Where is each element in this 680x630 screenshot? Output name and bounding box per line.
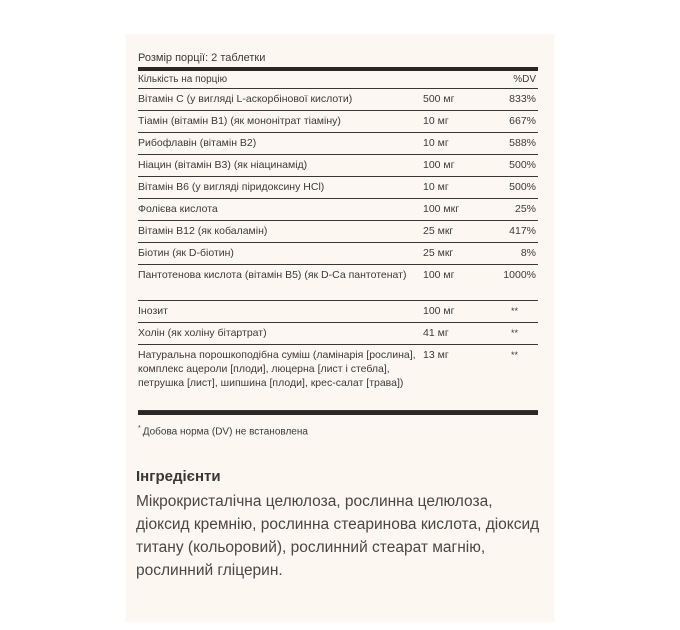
- table-row: [138, 265, 538, 301]
- nutrient-dv: 500%: [509, 181, 536, 193]
- nutrient-name: Інозит: [138, 305, 168, 317]
- nutrient-name: Рибофлавін (вітамін В2): [138, 137, 257, 149]
- nutrient-amount: 100 мг: [423, 305, 455, 317]
- nutrient-name: Натуральна порошкоподібна суміш (ламінарія [рослина], комплекс ацероли [плоди], люцерна [лист і стебла], петрушка [лист], шипшина [плоди], крес-салат [трава]): [138, 349, 416, 389]
- table-header: [138, 71, 538, 89]
- nutrient-dv: 417%: [509, 225, 536, 237]
- nutrient-name: Ніацин (вітамін В3) (як ніацинамід): [138, 159, 308, 171]
- nutrient-amount: 25 мкг: [423, 225, 454, 237]
- supplement-facts-panel: [126, 34, 554, 622]
- table-row: [138, 221, 538, 243]
- bottom-divider: [138, 411, 538, 415]
- table-row: [138, 111, 538, 133]
- nutrient-name: Пантотенова кислота (вітамін В5) (як D-Са пантотенат): [138, 269, 407, 281]
- nutrient-dv: 667%: [509, 115, 536, 127]
- table-row: [138, 301, 538, 323]
- supplement-facts-table: [138, 51, 538, 437]
- nutrient-name: Вітамін В12 (як кобаламін): [138, 225, 268, 237]
- nutrient-amount: 10 мг: [423, 137, 449, 149]
- amount-per-serving-label: Кількість на порцію: [138, 74, 228, 85]
- nutrient-amount: 500 мг: [423, 93, 455, 105]
- nutrient-name: Вітамін С (у вигляді L-аскорбінової кислоти): [138, 93, 353, 105]
- table-row: [138, 323, 538, 345]
- table-row: [138, 243, 538, 265]
- nutrient-dv: 1000%: [503, 269, 536, 281]
- table-row: [138, 155, 538, 177]
- nutrient-amount: 100 мкг: [423, 203, 460, 215]
- nutrient-amount: 100 мг: [423, 159, 455, 171]
- footnote: [138, 425, 538, 437]
- nutrient-dv: **: [511, 306, 519, 316]
- nutrient-dv: **: [511, 350, 519, 360]
- table-row: [138, 89, 538, 111]
- nutrient-amount: 13 мг: [423, 349, 449, 361]
- ingredients-title: Інгредієнти: [136, 468, 221, 485]
- nutrient-amount: 25 мкг: [423, 247, 454, 259]
- nutrient-dv: **: [511, 328, 519, 338]
- nutrient-amount: 10 мг: [423, 181, 449, 193]
- nutrient-amount: 41 мг: [423, 327, 449, 339]
- table-row: [138, 133, 538, 155]
- nutrient-dv: 25%: [514, 203, 536, 215]
- ingredients-text: Мікрокристалічна целюлоза, рослинна целюлоза, діоксид кремнію, рослинна стеаринова кислота, діоксид титану (кольоровий), рослинний стеарат магнію, рослинний гліцерин.: [136, 493, 540, 579]
- nutrient-name: Тіамін (вітамін В1) (як мононітрат тіаміну): [138, 115, 341, 127]
- table-row: [138, 345, 538, 411]
- nutrient-dv: 500%: [509, 159, 536, 171]
- footnote-text: Добова норма (DV) не встановлена: [142, 426, 308, 438]
- nutrient-name: Фолієва кислота: [138, 203, 218, 215]
- nutrient-dv: 8%: [520, 247, 536, 259]
- nutrient-amount: 100 мг: [423, 269, 455, 281]
- footnote-mark: *: [138, 425, 141, 432]
- nutrient-name: Біотин (як D-біотин): [138, 247, 234, 259]
- table-row: [138, 199, 538, 221]
- serving-size: Розмір порції: 2 таблетки: [138, 52, 266, 64]
- nutrient-dv: 833%: [509, 93, 536, 105]
- table-row: [138, 177, 538, 199]
- nutrient-rows: [138, 89, 538, 411]
- nutrient-name: Вітамін В6 (у вигляді піридоксину НСl): [138, 181, 325, 193]
- dv-label: %DV: [513, 74, 536, 85]
- nutrient-amount: 10 мг: [423, 115, 449, 127]
- nutrient-name: Холін (як холіну бітартрат): [138, 327, 267, 339]
- nutrient-dv: 588%: [509, 137, 536, 149]
